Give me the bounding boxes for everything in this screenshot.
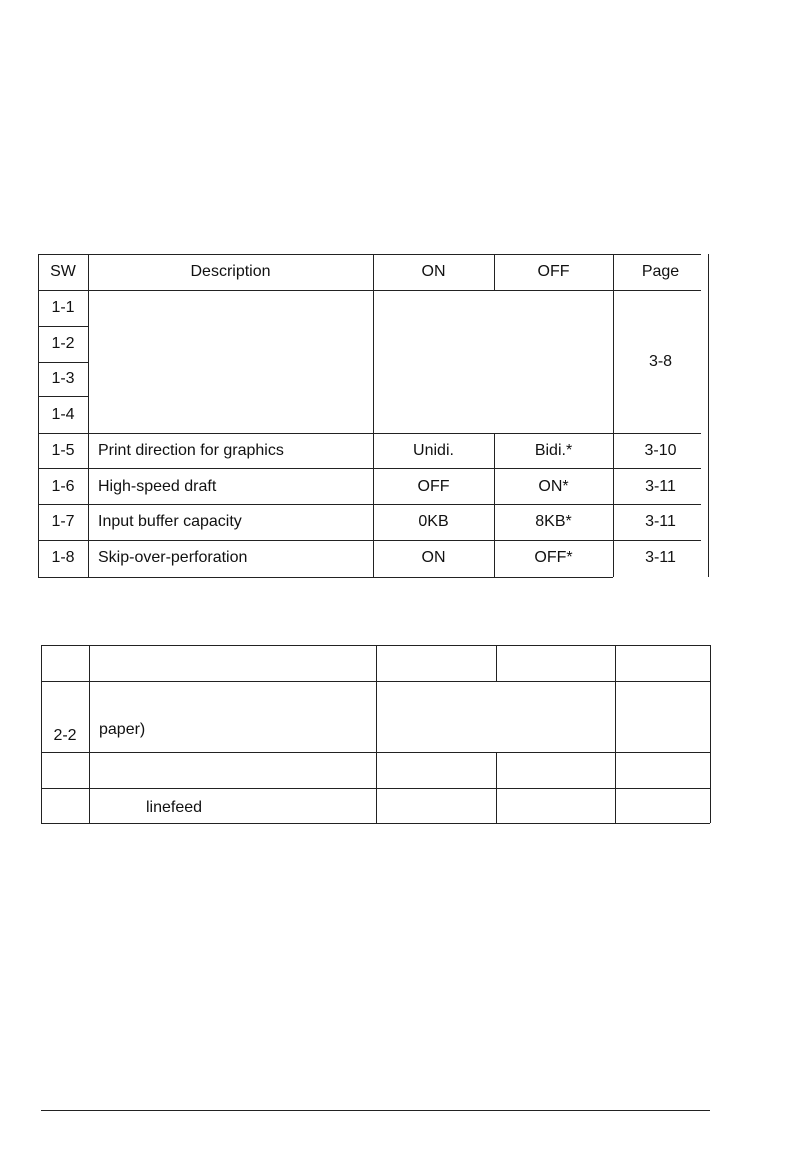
table2-right-border [710, 645, 711, 823]
table-row-on: Unidi. [413, 442, 454, 459]
table1-row-rule [38, 504, 701, 505]
table-row-description: paper) [99, 721, 146, 738]
table1-row-rule [38, 468, 701, 469]
footer-rule [41, 1110, 710, 1111]
table1-bottom-border [38, 577, 613, 578]
table-row-sw: 1-2 [51, 335, 75, 352]
header-page: Page [641, 263, 680, 280]
table2-col-rule [615, 645, 616, 823]
table-row-description: Input buffer capacity [98, 513, 242, 530]
table-row-on: ON [421, 549, 446, 566]
table-row-off: OFF* [534, 549, 573, 566]
header-on: ON [421, 263, 446, 280]
table-row-sw: 1-3 [51, 370, 75, 387]
table-row-sw: 1-1 [51, 299, 75, 316]
table-row-sw: 1-7 [51, 513, 75, 530]
table1-right-border [708, 254, 709, 577]
table1-header-rule [38, 290, 701, 291]
table-row-sw: 1-4 [51, 406, 75, 423]
table-row-page: 3-11 [645, 478, 676, 495]
table-row-sw: 1-6 [51, 478, 75, 495]
table-row-description: linefeed [146, 799, 203, 816]
group-page-ref: 3-8 [648, 353, 673, 370]
table-row-page: 3-10 [644, 442, 677, 459]
table1-top-border-right [373, 254, 701, 255]
table1-row-rule [38, 326, 88, 327]
header-description: Description [190, 263, 271, 280]
table-row-sw: 1-8 [51, 549, 75, 566]
table1-row-rule [38, 540, 701, 541]
table-row-description: Print direction for graphics [98, 442, 284, 459]
table2-col-rule [496, 752, 497, 823]
table2-col-rule [89, 645, 90, 823]
header-sw: SW [50, 263, 76, 280]
table-row-description: High-speed draft [98, 478, 217, 495]
table-row-off: ON* [538, 478, 569, 495]
table-row-sw: 2-2 [53, 727, 77, 744]
table2-bottom-border [41, 823, 710, 824]
table1-row-rule [38, 396, 88, 397]
table1-row-rule [38, 433, 701, 434]
table2-col-rule [376, 645, 377, 823]
table-row-on: OFF [417, 478, 450, 495]
table2-col-rule [496, 645, 497, 681]
table-row-off: Bidi.* [534, 442, 573, 459]
table-row-page: 3-11 [645, 549, 676, 566]
table1-col-rule [88, 254, 89, 577]
table-row-on: 0KB [418, 513, 449, 530]
table-row-sw: 1-5 [51, 442, 75, 459]
table-row-description: Skip-over-perforation [98, 549, 248, 566]
table-row-page: 3-11 [645, 513, 676, 530]
header-off: OFF [537, 263, 570, 280]
table1-row-rule [38, 362, 88, 363]
table-row-off: 8KB* [535, 513, 572, 530]
